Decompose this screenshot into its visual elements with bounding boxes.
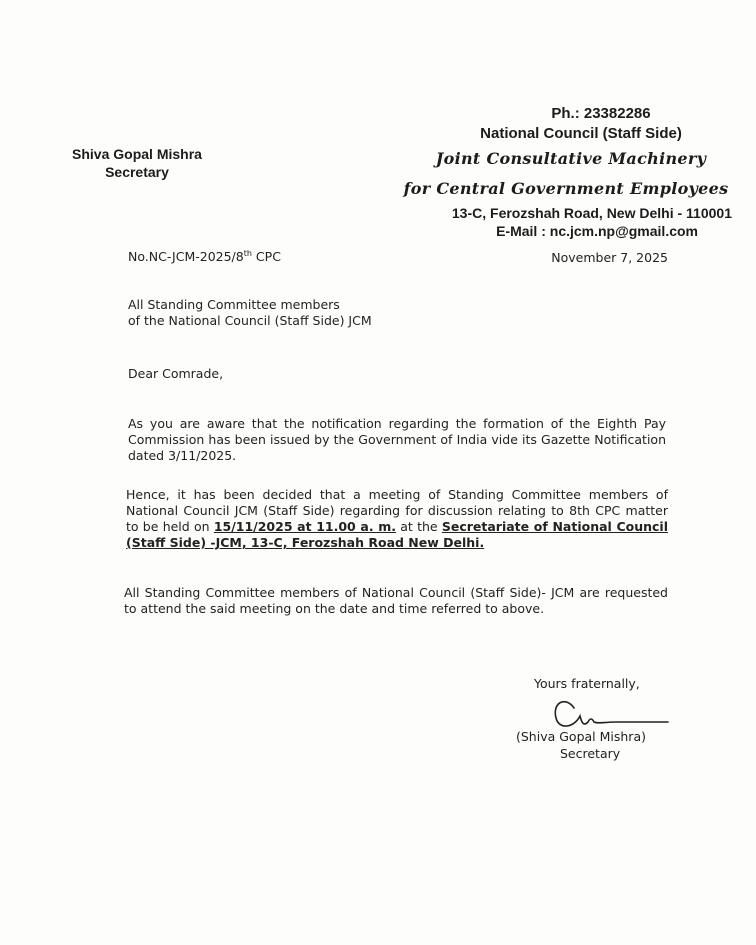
letterhead-phone: Ph.: 23382286 [551,105,651,122]
reference-prefix: No.NC-JCM-2025/8 [128,249,244,265]
closing-salutation: Yours fraternally, [534,676,640,691]
signatory-name: (Shiva Gopal Mishra) [516,729,646,744]
paragraph-request: All Standing Committee members of National Council (Staff Side)- JCM are requested to attend the said meeting on the date and time referred to above. [124,585,668,616]
meeting-datetime: 15/11/2025 at 11.00 a. m. [213,519,396,534]
signatory-title: Secretary [560,746,621,761]
letterhead-email: E-Mail : nc.jcm.np@gmail.com [496,223,698,239]
addressee-line1: All Standing Committee members [128,297,340,312]
addressee-block [128,297,688,329]
letterhead [403,104,736,240]
letterhead-script-line2: for Central Government Employees [403,179,729,198]
reference-superscript: th [243,249,252,258]
paragraph-meeting [126,487,668,551]
letter-date: November 7, 2025 [551,250,668,265]
sender-block [52,145,222,181]
sender-name: Shiva Gopal Mishra [72,146,202,162]
sender-title: Secretary [105,164,169,180]
paragraph-meeting-text-before: Hence, it has been decided that a meeting of Standing Committee members of National Council JCM (Staff Side) regarding for discussion relating to 8th CPC matter to be held on [126,487,668,534]
addressee-line2: of the National Council (Staff Side) JCM [128,313,372,328]
letterhead-script-line1: Joint Consultative Machinery [435,149,707,168]
reference-suffix: CPC [251,249,281,265]
meeting-venue: Secretariate of National Council (Staff Side) -JCM, 13-C, Ferozshah Road New Delhi. [126,519,668,550]
reference-number [128,246,281,265]
paragraph-meeting-text-middle: at the [396,519,442,534]
greeting: Dear Comrade, [128,366,224,381]
letterhead-address: 13-C, Ferozshah Road, New Delhi - 110001 [451,205,732,221]
letterhead-council: National Council (Staff Side) [480,125,682,142]
paragraph-notification: As you are aware that the notification regarding the formation of the Eighth Pay Commission has been issued by the Government of India vide its Gazette Notification dated 3/11/2025. [128,416,666,463]
